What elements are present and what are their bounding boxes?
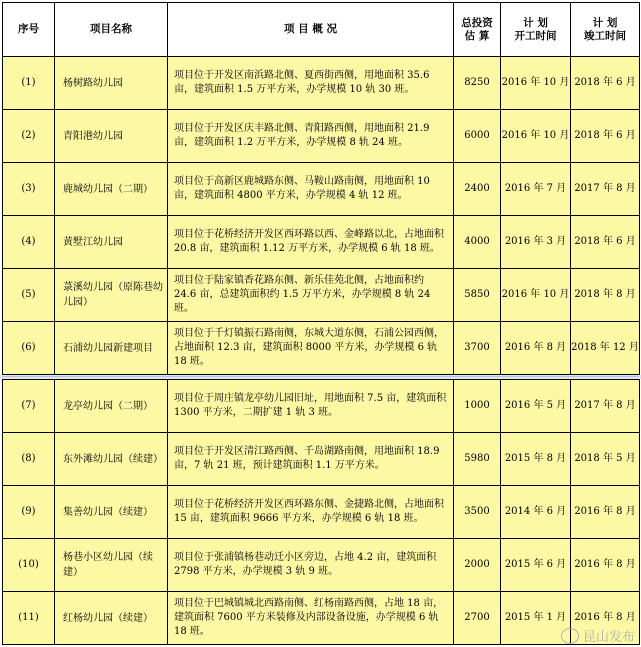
row-investment: 2400 xyxy=(454,163,501,216)
table-row xyxy=(3,322,640,375)
header-name: 项目名称 xyxy=(55,3,168,57)
table-row xyxy=(3,269,640,322)
header-end-line1: 计 划 xyxy=(592,16,618,29)
row-name: 石浦幼儿园新建项目 xyxy=(55,322,168,375)
row-end: 2018 年 6 月 xyxy=(571,57,640,110)
row-no: (11) xyxy=(3,592,55,645)
row-investment: 8250 xyxy=(454,57,501,110)
row-name: 青阳港幼儿园 xyxy=(55,110,168,163)
row-no: (5) xyxy=(3,269,55,322)
row-investment: 2000 xyxy=(454,539,501,592)
header-end xyxy=(571,3,640,57)
row-end: 2017 年 8 月 xyxy=(571,380,640,433)
row-start: 2015 年 1 月 xyxy=(501,592,571,645)
row-end: 2018 年 6 月 xyxy=(571,216,640,269)
row-overview: 项目位于花桥经济开发区西环路以西、金峰路以北，占地面积 20.8 亩，建筑面积 1.12 万平方米，办学规模 6 轨 18 班。 xyxy=(168,216,454,269)
header-start-line1: 计 划 xyxy=(523,16,548,29)
row-name: 黄墅江幼儿园 xyxy=(55,216,168,269)
row-start: 2016 年 5 月 xyxy=(501,380,571,433)
table-row xyxy=(3,486,640,539)
table-row xyxy=(3,110,640,163)
row-end: 2016 年 8 月 xyxy=(571,539,640,592)
row-no: (10) xyxy=(3,539,55,592)
row-investment: 5980 xyxy=(454,433,501,486)
table-row xyxy=(3,380,640,433)
row-no: (9) xyxy=(3,486,55,539)
row-end: 2018 年 12 月 xyxy=(571,322,640,375)
row-no: (2) xyxy=(3,110,55,163)
row-start: 2016 年 10 月 xyxy=(501,57,571,110)
projects-table-top xyxy=(2,2,640,375)
row-name: 集善幼儿园（续建） xyxy=(55,486,168,539)
row-end: 2016 年 8 月 xyxy=(571,592,640,645)
row-investment: 1000 xyxy=(454,380,501,433)
watermark-text: 昆山发布 xyxy=(582,630,635,645)
row-investment: 3500 xyxy=(454,486,501,539)
table-row xyxy=(3,539,640,592)
row-start: 2014 年 6 月 xyxy=(501,486,571,539)
header-end-line2: 竣工时间 xyxy=(584,29,626,42)
row-end: 2017 年 8 月 xyxy=(571,163,640,216)
row-overview: 项目位于陆家镇香花路东侧、新乐佳苑北侧，占地面积约 24.6 亩，总建筑面积约 1.5 万平方米，办学规模 8 轨 24 班。 xyxy=(168,269,454,322)
row-overview: 项目位于千灯镇振石路南侧，东城大道东侧，石浦公园西侧，占地面积 12.3 亩，建筑面积 8000 平方米，办学规模 6 轨 18 班。 xyxy=(168,322,454,375)
row-no: (8) xyxy=(3,433,55,486)
row-name: 鹿城幼儿园（二期） xyxy=(55,163,168,216)
row-overview: 项目位于张浦镇杨巷动迁小区旁边，占地 4.2 亩，建筑面积 2798 平方米，办学规模 3 轨 9 班。 xyxy=(168,539,454,592)
row-end: 2018 年 5 月 xyxy=(571,433,640,486)
header-start xyxy=(501,3,571,57)
wechat-icon xyxy=(561,628,579,644)
row-investment: 2700 xyxy=(454,592,501,645)
row-end: 2018 年 6 月 xyxy=(571,110,640,163)
row-investment: 6000 xyxy=(454,110,501,163)
table-row xyxy=(3,433,640,486)
row-overview: 项目位于开发区清江路西侧、千岛湖路南侧，用地面积 18.9 亩，7 轨 21 班，预计建筑面积 1.1 万平方米。 xyxy=(168,433,454,486)
row-name: 东外滩幼儿园（续建） xyxy=(55,433,168,486)
row-name: 龙亭幼儿园（二期） xyxy=(55,380,168,433)
row-no: (6) xyxy=(3,322,55,375)
row-overview: 项目位于巴城镇城北西路南侧、红杨南路西侧，占地 18 亩，建筑面积 7600 平方米装修及内部设备设施，办学规模 6 轨 18 班。 xyxy=(168,592,454,645)
row-investment: 4000 xyxy=(454,216,501,269)
header-investment-line2: 估 算 xyxy=(464,29,490,42)
header-investment-line1: 总投资 xyxy=(461,16,493,29)
watermark xyxy=(561,626,635,645)
row-name: 红杨幼儿园（续建） xyxy=(55,592,168,645)
row-end: 2016 年 8 月 xyxy=(571,486,640,539)
header-investment xyxy=(454,3,501,57)
header-no: 序号 xyxy=(3,3,55,57)
row-overview: 项目位于周庄镇龙亭幼儿园旧址，用地面积 7.5 亩，建筑面积 1300 平方米，二期扩建 1 轨 3 班。 xyxy=(168,380,454,433)
table-row xyxy=(3,216,640,269)
projects-table-bottom xyxy=(2,379,640,645)
header-start-line2: 开工时间 xyxy=(514,29,557,42)
row-no: (4) xyxy=(3,216,55,269)
table-row xyxy=(3,163,640,216)
row-start: 2016 年 10 月 xyxy=(501,110,571,163)
row-investment: 5850 xyxy=(454,269,501,322)
row-overview: 项目位于开发区南浜路北侧、夏西街西侧，用地面积 35.6 亩，建筑面积 1.5 万平方米，办学规模 10 轨 30 班。 xyxy=(168,57,454,110)
row-start: 2015 年 6 月 xyxy=(501,539,571,592)
row-end: 2018 年 8 月 xyxy=(571,269,640,322)
row-start: 2015 年 8 月 xyxy=(501,433,571,486)
row-start: 2016 年 8 月 xyxy=(501,322,571,375)
row-start: 2016 年 10 月 xyxy=(501,269,571,322)
row-overview: 项目位于开发区庆丰路北侧、青阳路西侧，用地面积 21.9 亩，建筑面积 1.2 万平方米，办学规模 8 轨 24 班。 xyxy=(168,110,454,163)
row-no: (1) xyxy=(3,57,55,110)
row-overview: 项目位于高新区鹿城路东侧、马鞍山路南侧，用地面积 10 亩，建筑面积 4800 平方米，办学规模 4 轨 12 班。 xyxy=(168,163,454,216)
row-name: 菉溪幼儿园（原陈巷幼儿园） xyxy=(55,269,168,322)
row-no: (3) xyxy=(3,163,55,216)
table-row xyxy=(3,57,640,110)
row-no: (7) xyxy=(3,380,55,433)
row-name: 杨巷小区幼儿园（续建） xyxy=(55,539,168,592)
row-investment: 3700 xyxy=(454,322,501,375)
table-row xyxy=(3,592,640,645)
row-name: 杨树路幼儿园 xyxy=(55,57,168,110)
row-start: 2016 年 7 月 xyxy=(501,163,571,216)
header-overview: 项 目 概 况 xyxy=(168,3,454,57)
row-start: 2016 年 3 月 xyxy=(501,216,571,269)
header-row xyxy=(3,3,640,57)
row-overview: 项目位于花桥经济开发区西环路东侧、金捷路北侧，占地面积 15 亩，建筑面积 9666 平方米，办学规模 6 轨 18 班。 xyxy=(168,486,454,539)
